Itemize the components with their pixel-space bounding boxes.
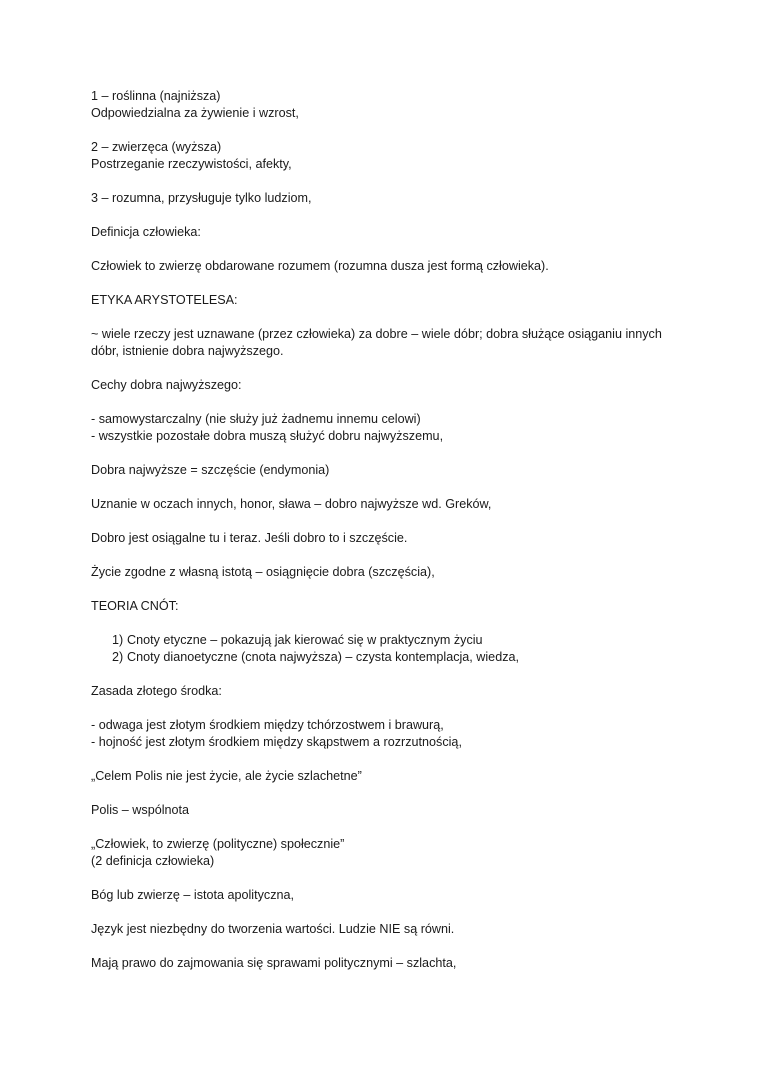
language-text: Język jest niezbędny do tworzenia wartości. Ludzie NIE są równi. <box>91 922 455 936</box>
soul-level-3: 3 – rozumna, przysługuje tylko ludziom, <box>91 191 312 205</box>
document-page <box>91 88 681 989</box>
list-item-number: 1) <box>112 633 124 647</box>
soul-level-2-title: 2 – zwierzęca (wyższa) <box>91 140 222 154</box>
soul-level-1-title: 1 – roślinna (najniższa) <box>91 89 221 103</box>
polis-quote: „Celem Polis nie jest życie, ale życie szlachetne” <box>91 769 362 783</box>
politics-right-text: Mają prawo do zajmowania się sprawami politycznymi – szlachta, <box>91 956 457 970</box>
list-item <box>91 632 681 649</box>
virtues-list <box>91 632 681 666</box>
life-essence-text: Życie zgodne z własną istotą – osiągnięcie dobra (szczęścia), <box>91 565 435 579</box>
human-quote: „Człowiek, to zwierzę (polityczne) społecznie” <box>91 837 345 851</box>
soul-level-2-desc: Postrzeganie rzeczywistości, afekty, <box>91 157 292 171</box>
ethics-intro: ~ wiele rzeczy jest uznawane (przez człowieka) za dobre – wiele dóbr; dobra służące osiąganiu innych dóbr, istnienie dobra najwyższego. <box>91 327 662 358</box>
highest-good-trait: - samowystarczalny (nie służy już żadnemu innemu celowi) <box>91 412 421 426</box>
soul-level-1-desc: Odpowiedzialna za żywienie i wzrost, <box>91 106 299 120</box>
god-or-beast-text: Bóg lub zwierzę – istota apolityczna, <box>91 888 295 902</box>
here-and-now-text: Dobro jest osiągalne tu i teraz. Jeśli dobro to i szczęście. <box>91 531 408 545</box>
list-item-text: Cnoty dianoetyczne (cnota najwyższa) – czysta kontemplacja, wiedza, <box>127 650 519 664</box>
polis-definition: Polis – wspólnota <box>91 803 190 817</box>
human-quote-note: (2 definicja człowieka) <box>91 854 215 868</box>
highest-good-heading: Cechy dobra najwyższego: <box>91 378 242 392</box>
highest-good-equals: Dobra najwyższe = szczęście (endymonia) <box>91 463 330 477</box>
recognition-text: Uznanie w oczach innych, honor, sława – dobro najwyższe wd. Greków, <box>91 497 492 511</box>
highest-good-trait: - wszystkie pozostałe dobra muszą służyć dobru najwyższemu, <box>91 429 444 443</box>
golden-mean-item: - odwaga jest złotym środkiem między tchórzostwem i brawurą, <box>91 718 444 732</box>
virtues-heading: TEORIA CNÓT: <box>91 599 179 613</box>
golden-mean-items <box>91 717 681 751</box>
ethics-heading: ETYKA ARYSTOTELESA: <box>91 293 238 307</box>
list-item <box>91 649 681 666</box>
list-item-number: 2) <box>112 650 124 664</box>
list-item-text: Cnoty etyczne – pokazują jak kierować się w praktycznym życiu <box>127 633 483 647</box>
golden-mean-heading: Zasada złotego środka: <box>91 684 222 698</box>
definition-text: Człowiek to zwierzę obdarowane rozumem (rozumna dusza jest formą człowieka). <box>91 259 549 273</box>
definition-heading: Definicja człowieka: <box>91 225 201 239</box>
human-quote-block <box>91 836 681 870</box>
soul-level-1 <box>91 88 681 122</box>
golden-mean-item: - hojność jest złotym środkiem między skąpstwem a rozrzutnością, <box>91 735 462 749</box>
highest-good-traits <box>91 411 681 445</box>
soul-level-2 <box>91 139 681 173</box>
